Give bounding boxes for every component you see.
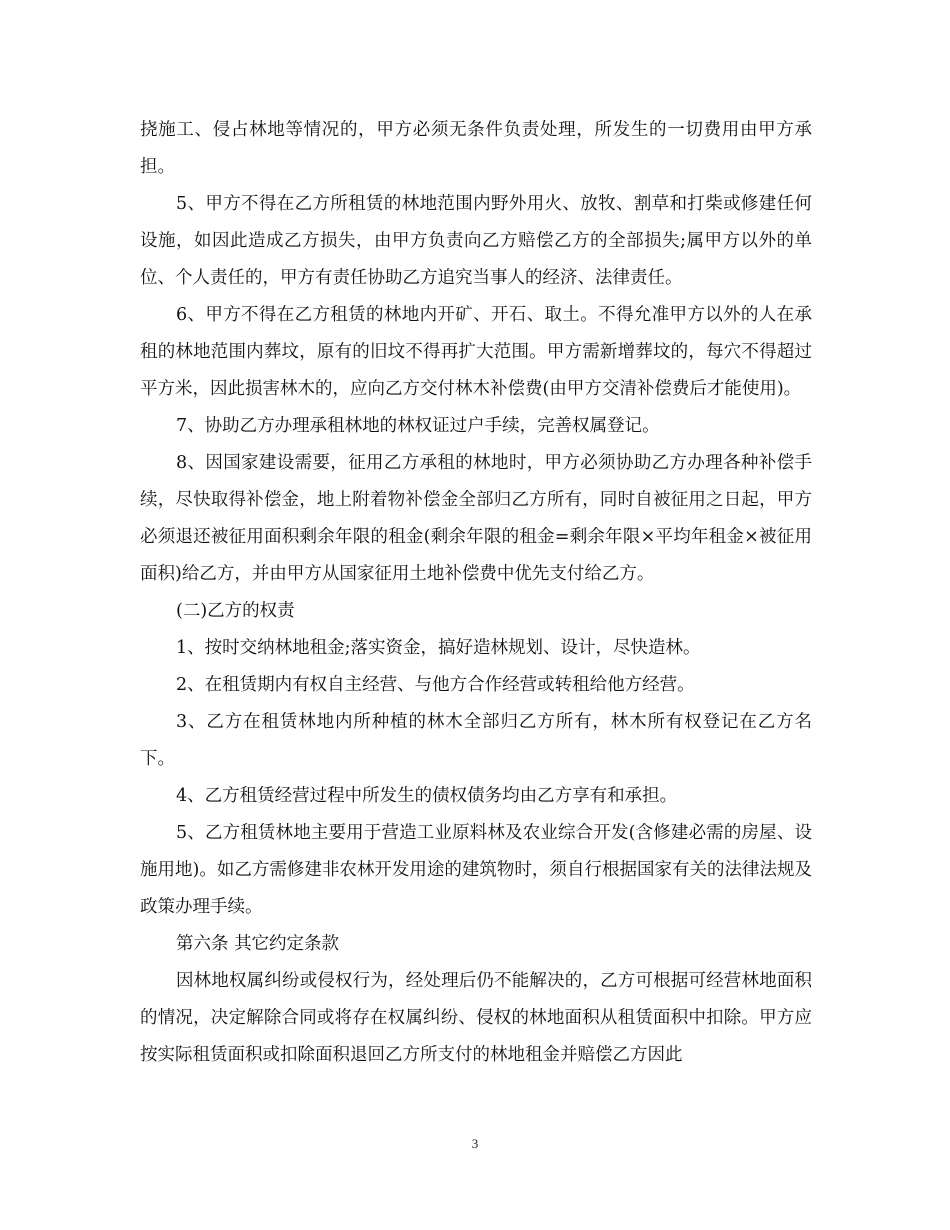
paragraph-clause-2-party-b: 2、在租赁期内有权自主经营、与他方合作经营或转租给他方经营。 [176,675,695,695]
paragraph-continuation: 挠施工、侵占林地等情况的，甲方必须无条件负责处理，所发生的一切费用由甲方承担。 [140,120,812,177]
paragraph-clause-7-party-a: 7、协助乙方办理承租林地的林权证过户手续，完善权属登记。 [176,416,660,436]
paragraph-other-terms: 因林地权属纠纷或侵权行为，经处理后仍不能解决的，乙方可根据可经营林地面积的情况，决定解除合同或将存在权属纠纷、侵权的林地面积从租赁面积中扣除。甲方应按实际租赁面积或扣除面积退回乙方所支付的林地租金并赔偿乙方因此 [140,971,812,1065]
page-number: 3 [471,1136,479,1151]
paragraph-clause-5-party-a: 5、甲方不得在乙方所租赁的林地范围内野外用火、放牧、割草和打柴或修建任何设施，如因此造成乙方损失，由甲方负责向乙方赔偿乙方的全部损失;属甲方以外的单位、个人责任的，甲方有责任协助乙方追究当事人的经济、法律责任。 [140,194,812,288]
document-body [140,112,812,1074]
paragraph-clause-4-party-b: 4、乙方租赁经营过程中所发生的债权债务均由乙方享有和承担。 [176,786,678,806]
paragraph-clause-5-party-b: 5、乙方租赁林地主要用于营造工业原料林及农业综合开发(含修建必需的房屋、设施用地)。如乙方需修建非农林开发用途的建筑物时，须自行根据国家有关的法律法规及政策办理手续。 [140,823,812,917]
article-heading-other-terms: 第六条 其它约定条款 [176,934,340,954]
paragraph-clause-3-party-b: 3、乙方在租赁林地内所种植的林木全部归乙方所有，林木所有权登记在乙方名下。 [140,712,812,769]
paragraph-clause-8-party-a: 8、因国家建设需要，征用乙方承租的林地时，甲方必须协助乙方办理各种补偿手续，尽快取得补偿金，地上附着物补偿金全部归乙方所有，同时自被征用之日起，甲方必须退还被征用面积剩余年限的租金(剩余年限的租金=剩余年限×平均年租金×被征用面积)给乙方，并由甲方从国家征用土地补偿费中优先支付给乙方。 [140,453,812,584]
paragraph-clause-1-party-b: 1、按时交纳林地租金;落实资金，搞好造林规划、设计，尽快造林。 [176,638,701,658]
paragraph-clause-6-party-a: 6、甲方不得在乙方租赁的林地内开矿、开石、取土。不得允准甲方以外的人在承租的林地范围内葬坟，原有的旧坟不得再扩大范围。甲方需新增葬坟的，每穴不得超过 平方米，因此损害林木的，应向乙方交付林木补偿费(由甲方交清补偿费后才能使用)。 [140,305,812,399]
section-heading-party-b-rights: (二)乙方的权责 [176,601,295,621]
